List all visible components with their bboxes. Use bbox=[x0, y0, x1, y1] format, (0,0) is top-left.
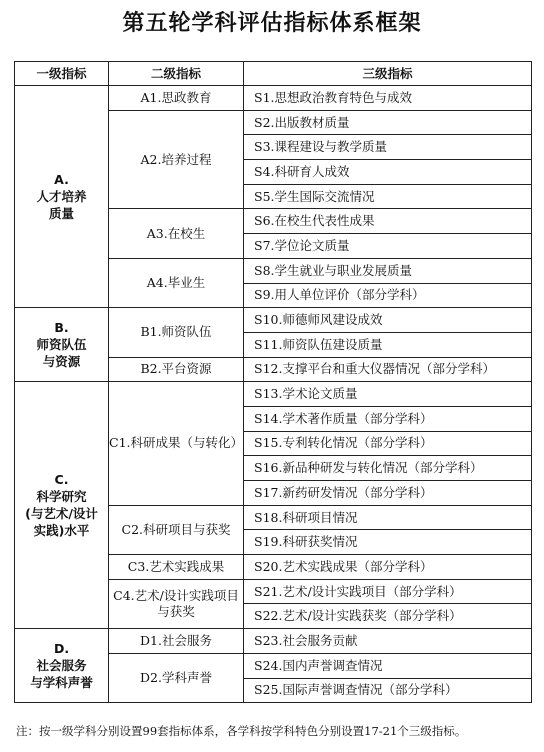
level2-cell: A1.思政教育 bbox=[109, 86, 244, 111]
table-row bbox=[15, 86, 532, 111]
page-title: 第五轮学科评估指标体系框架 bbox=[122, 11, 422, 36]
level3-cell: S14.学术著作质量（部分学科） bbox=[244, 406, 532, 431]
level2-cell: B2.平台资源 bbox=[109, 357, 244, 382]
level2-cell: A3.在校生 bbox=[109, 209, 244, 258]
level2-cell: C3.艺术实践成果 bbox=[109, 555, 244, 580]
level2-cell: C4.艺术/设计实践项目与获奖 bbox=[109, 579, 244, 628]
level3-cell: S13.学术论文质量 bbox=[244, 382, 532, 407]
level3-cell: S5.学生国际交流情况 bbox=[244, 184, 532, 209]
table-row bbox=[15, 382, 532, 407]
level3-cell: S1.思想政治教育特色与成效 bbox=[244, 86, 532, 111]
level2-cell: A4.毕业生 bbox=[109, 258, 244, 307]
level3-cell: S4.科研育人成效 bbox=[244, 160, 532, 185]
level3-cell: S2.出版教材质量 bbox=[244, 110, 532, 135]
level3-cell: S20.艺术实践成果（部分学科） bbox=[244, 555, 532, 580]
level2-cell: B1.师资队伍 bbox=[109, 308, 244, 357]
table-row bbox=[15, 629, 532, 654]
level3-cell: S15.专利转化情况（部分学科） bbox=[244, 431, 532, 456]
level1-cell-d: D. 社会服务 与学科声誉 bbox=[15, 629, 109, 703]
header-level1: 一级指标 bbox=[15, 62, 109, 86]
level3-cell: S16.新品种研发与转化情况（部分学科） bbox=[244, 456, 532, 481]
level3-cell: S11.师资队伍建设质量 bbox=[244, 332, 532, 357]
level3-cell: S9.用人单位评价（部分学科） bbox=[244, 283, 532, 308]
level2-cell: C1.科研成果（与转化） bbox=[109, 382, 244, 505]
level3-cell: S6.在校生代表性成果 bbox=[244, 209, 532, 234]
level3-cell: S21.艺术/设计实践项目（部分学科） bbox=[244, 579, 532, 604]
table-row bbox=[15, 308, 532, 333]
level3-cell: S8.学生就业与职业发展质量 bbox=[244, 258, 532, 283]
level2-cell: C2.科研项目与获奖 bbox=[109, 505, 244, 554]
indicator-table bbox=[14, 61, 532, 703]
level3-cell: S12.支撑平台和重大仪器情况（部分学科） bbox=[244, 357, 532, 382]
header-level2: 二级指标 bbox=[109, 62, 244, 86]
level3-cell: S3.课程建设与教学质量 bbox=[244, 135, 532, 160]
level2-cell: D2.学科声誉 bbox=[109, 653, 244, 702]
level1-cell-b: B. 师资队伍 与资源 bbox=[15, 308, 109, 382]
header-level3: 三级指标 bbox=[244, 62, 532, 86]
level1-cell-a: A. 人才培养 质量 bbox=[15, 86, 109, 308]
level2-cell: D1.社会服务 bbox=[109, 629, 244, 654]
level3-cell: S19.科研获奖情况 bbox=[244, 530, 532, 555]
level2-cell: A2.培养过程 bbox=[109, 110, 244, 209]
level3-cell: S25.国际声誉调查情况（部分学科） bbox=[244, 678, 532, 703]
level3-cell: S22.艺术/设计实践获奖（部分学科） bbox=[244, 604, 532, 629]
level3-cell: S7.学位论文质量 bbox=[244, 234, 532, 259]
level1-cell-c: C. 科学研究 (与艺术/设计 实践)水平 bbox=[15, 382, 109, 629]
footnote: 注：按一级学科分别设置99套指标体系，各学科按学科特色分别设置17-21个三级指标。 bbox=[16, 724, 467, 738]
level3-cell: S24.国内声誉调查情况 bbox=[244, 653, 532, 678]
level3-cell: S10.师德师风建设成效 bbox=[244, 308, 532, 333]
level3-cell: S17.新药研发情况（部分学科） bbox=[244, 481, 532, 506]
level3-cell: S23.社会服务贡献 bbox=[244, 629, 532, 654]
level3-cell: S18.科研项目情况 bbox=[244, 505, 532, 530]
table-header-row bbox=[15, 62, 532, 86]
